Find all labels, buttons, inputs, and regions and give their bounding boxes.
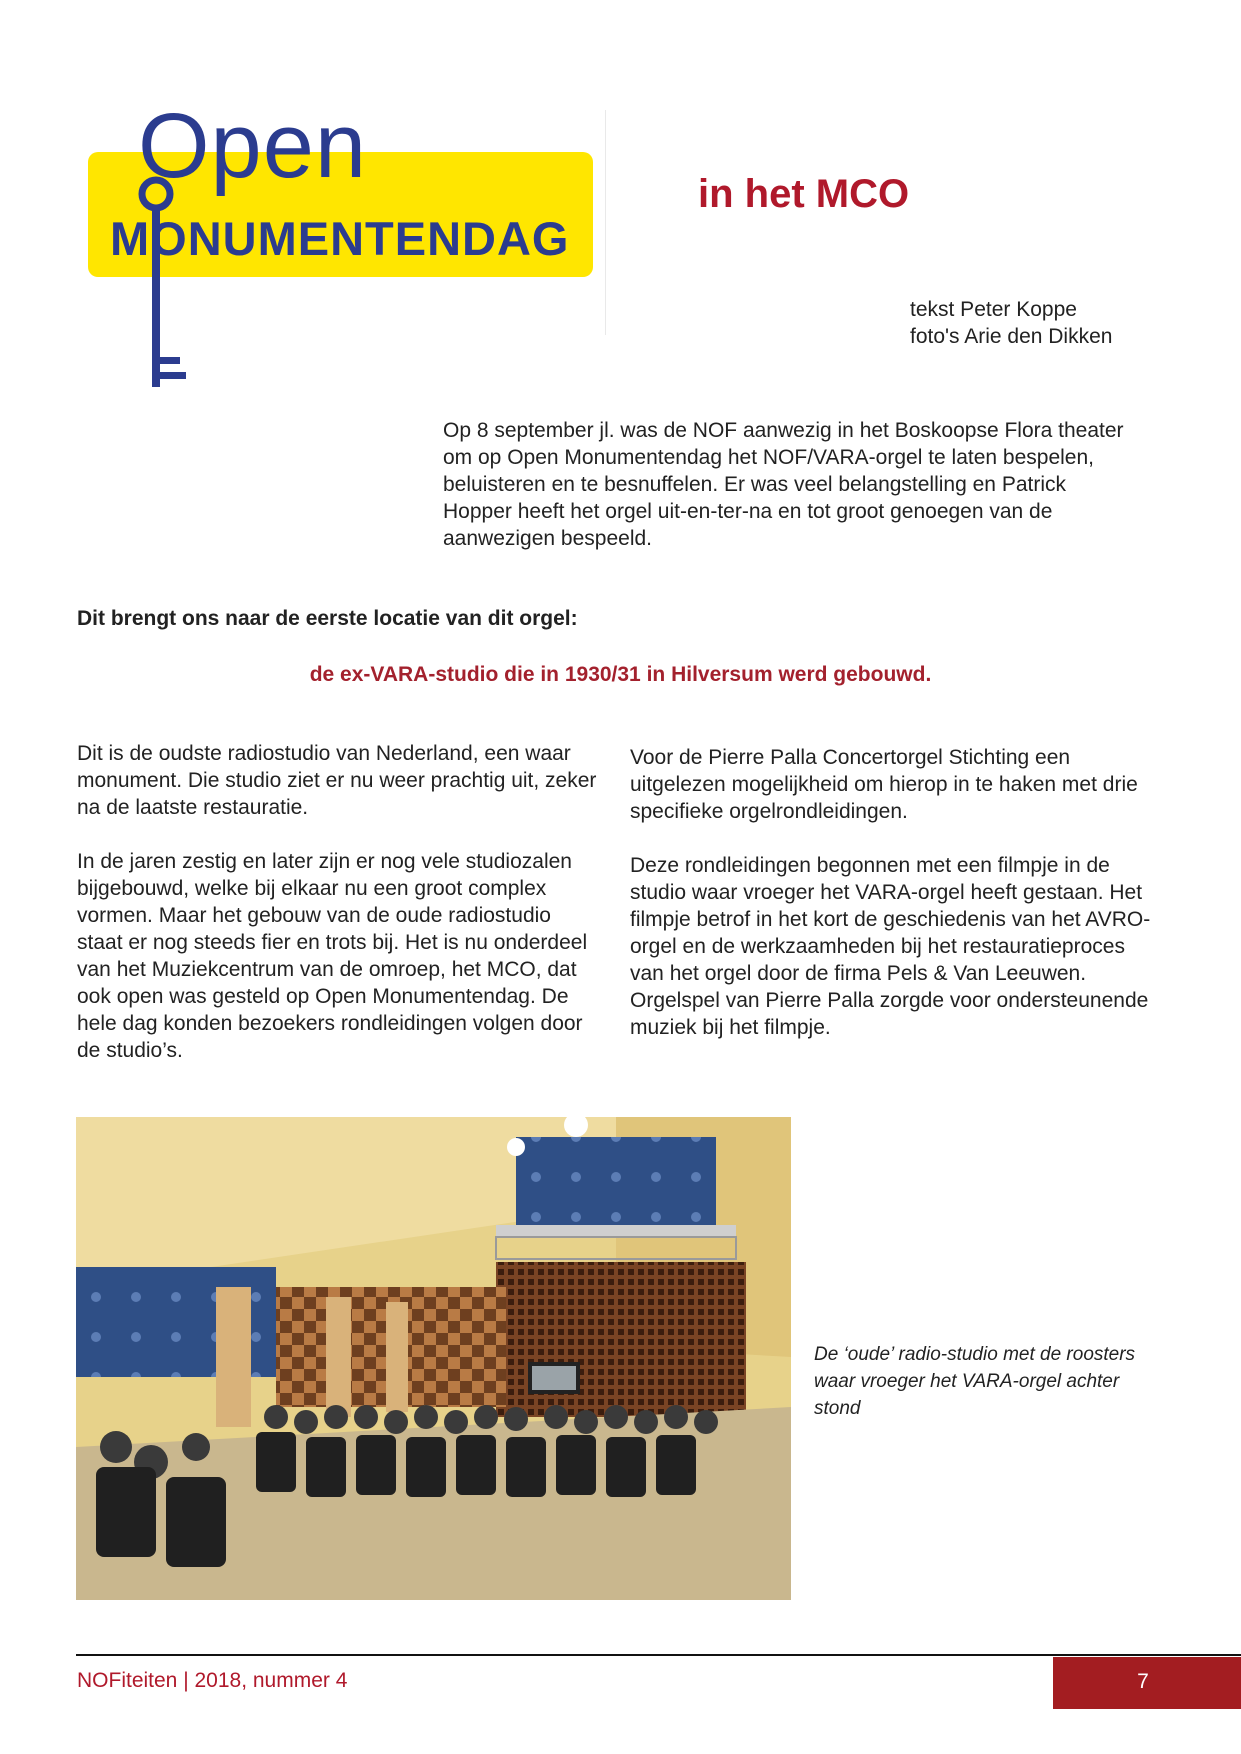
paragraph: Dit is de oudste radiostudio van Nederland, een waar monument. Die studio ziet er nu weer prachtig uit, zeker na de laatste restauratie.	[77, 742, 597, 819]
footer-rule	[76, 1654, 1241, 1656]
logo-divider	[605, 110, 606, 335]
column-right	[630, 744, 1155, 1068]
logo-word-open: Open	[138, 95, 368, 197]
paragraph: Deze rondleidingen begonnen met een filmpje in de studio waar vroeger het VARA-orgel heeft gestaan. Het filmpje betrof in het kort de geschiedenis van het AVRO-orgel en de werkzaamheden bij het restauratieproces van het orgel door de firma Pels & Van Leeuwen. Orgelspel van Pierre Palla zorgde voor ondersteunende muziek bij het filmpje.	[630, 854, 1151, 1039]
studio-illustration	[76, 1117, 791, 1600]
column-left	[77, 740, 602, 1091]
footer-publication: NOFiteiten | 2018, nummer 4	[77, 1669, 348, 1692]
logo-word-monumentendag: MONUMENTENDAG	[110, 212, 570, 265]
paragraph: Voor de Pierre Palla Concertorgel Stichting een uitgelezen mogelijkheid om hierop in te haken met drie specifieke orgelrondleidingen.	[630, 746, 1138, 823]
key-icon	[138, 172, 188, 402]
credit-text: tekst Peter Koppe	[910, 298, 1077, 321]
lead-sentence: Dit brengt ons naar de eerste locatie van dit orgel:	[77, 607, 578, 630]
open-monumentendag-logo	[88, 95, 598, 322]
studio-photo	[76, 1117, 791, 1600]
intro-paragraph: Op 8 september jl. was de NOF aanwezig in het Boskoopse Flora theater om op Open Monumentendag het NOF/VARA-orgel te laten bespelen, beluisteren en te besnuffelen. Er was veel belangstelling en Patrick Hopper heeft het orgel uit-en-ter-na en tot groot genoegen van de aanwezigen bespeeld.	[443, 419, 1124, 550]
paragraph: In de jaren zestig en later zijn er nog vele studiozalen bijgebouwd, welke bij elkaar nu een groot complex vormen. Maar het gebouw van de oude radiostudio staat er nog steeds fier en trots bij. Het is nu onderdeel van het Muziekcentrum van de omroep, het MCO, dat ook open was gesteld op Open Monumentendag. De hele dag konden bezoekers rondleidingen volgen door de studio’s.	[77, 850, 588, 1062]
page-number: 7	[1137, 1670, 1149, 1693]
subheading: de ex-VARA-studio die in 1930/31 in Hilversum werd gebouwd.	[309, 663, 932, 686]
page-title: in het MCO	[698, 172, 910, 216]
credits	[910, 296, 1112, 350]
credit-photos: foto's Arie den Dikken	[910, 325, 1113, 348]
photo-caption: De ‘oude’ radio-studio met de roosters waar vroeger het VARA-orgel achter stond	[814, 1344, 1136, 1419]
